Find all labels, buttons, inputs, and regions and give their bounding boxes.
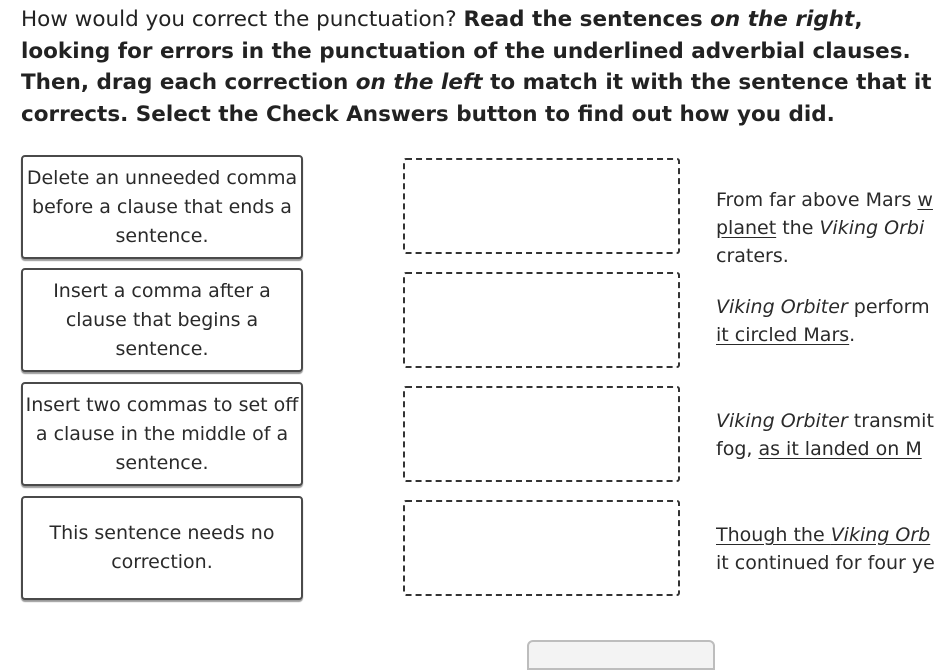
correction-card-label: Delete an unneeded comma before a clause that ends a sentence. <box>26 166 298 247</box>
sentence-clause: planet <box>716 217 777 239</box>
correction-card-insert-comma-after[interactable] <box>21 268 303 372</box>
sentence-text: the <box>776 217 820 239</box>
sentence-clause <box>716 524 930 546</box>
sentence-text: it continued for four ye <box>716 552 935 574</box>
instructions-question: How would you correct the punctuation? <box>21 7 464 32</box>
sentence-italic: Viking Orbiter <box>716 296 848 318</box>
instructions-emph-left: on the left <box>355 70 483 95</box>
instructions-text-1: Read the sentences <box>463 7 711 32</box>
check-answers-button[interactable] <box>527 640 715 670</box>
sentence-text: craters. <box>716 245 789 267</box>
sentence-text: From far above Mars <box>716 189 918 211</box>
instructions-text-2: , looking for errors in the punctuation of the underlined adverbial clauses. Then, drag each correction <box>21 7 911 95</box>
sentence-text: Though the <box>716 524 831 546</box>
drop-zone-2[interactable] <box>403 272 680 368</box>
sentence-text: fog, <box>716 438 759 460</box>
sentence-3 <box>716 407 941 463</box>
sentence-4 <box>716 521 941 577</box>
correction-card-label: This sentence needs no correction. <box>49 522 275 573</box>
sentence-clause: as it landed on M <box>758 438 922 460</box>
drop-zone-3[interactable] <box>403 386 680 482</box>
sentence-text: transmit <box>847 410 934 432</box>
sentence-clause: w <box>917 189 933 211</box>
sentence-text: . <box>849 324 856 346</box>
correction-card-label: Insert a comma after a clause that begins a sentence. <box>53 279 271 360</box>
sentence-text: perform <box>847 296 930 318</box>
sentence-1 <box>716 186 941 270</box>
correction-card-no-correction[interactable] <box>21 496 303 600</box>
sentence-italic: Viking Orb <box>830 524 931 546</box>
sentence-clause: it circled Mars <box>716 324 850 346</box>
drop-zone-4[interactable] <box>403 500 680 596</box>
sentence-italic: Viking Orbi <box>819 217 925 239</box>
instructions <box>21 4 936 130</box>
sentence-italic: Viking Orbiter <box>716 410 848 432</box>
correction-card-label: Insert two commas to set off a clause in the middle of a sentence. <box>25 393 299 474</box>
sentence-2 <box>716 293 941 349</box>
correction-card-delete-comma[interactable] <box>21 155 303 259</box>
correction-card-insert-two-commas[interactable] <box>21 382 303 486</box>
drop-zone-1[interactable] <box>403 158 680 254</box>
instructions-emph-right: on the right <box>710 7 855 32</box>
instructions-text-3: to match it with the sentence that it corrects. Select the Check Answers button to find out how you did. <box>21 70 932 127</box>
